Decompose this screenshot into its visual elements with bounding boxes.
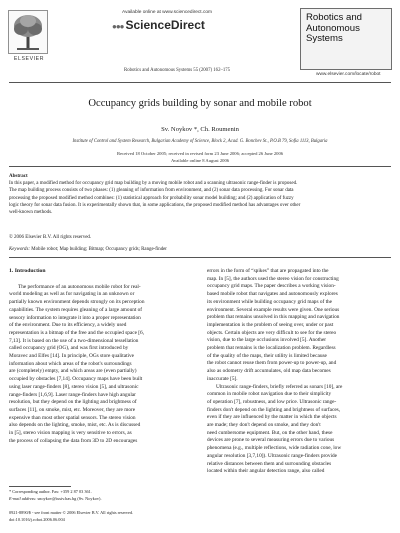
body-text-line: the robot cannot reuse them from power-up to power-up, and <box>207 360 337 367</box>
body-text-line: occupied by obstacles [7,14]. Occupancy maps have been built <box>9 376 143 383</box>
journal-title-box <box>300 8 392 70</box>
intro-paragraph <box>207 384 391 476</box>
body-text-line: vision, due to the large occlusions involved [5]. Another <box>207 337 327 344</box>
body-text-line: are (completely) empty, and which areas are (even partially) <box>9 368 137 375</box>
body-text-line: relative distances between them and surrounding obstacles <box>207 460 332 467</box>
email-label: E-mail address: <box>9 496 37 501</box>
journal-header <box>0 4 400 76</box>
abstract-line: The map building process consists of two phases: (1) gleaning of information from environment, and (2) sonar data processing. For sonar data <box>9 188 294 194</box>
body-text-line: resolution, but they depend on the lighting and brightness of <box>9 399 137 406</box>
abstract-top-divider <box>9 166 391 167</box>
keywords-text: Mobile robot; Map building; Bitmap; Occupancy grids; Range-finder <box>31 247 167 252</box>
body-text-line: objects. Certain objects are very difficult to see for the stereo <box>207 329 337 336</box>
body-text-line: environment. Several example results were given. One serious <box>207 306 340 313</box>
body-text-line: implementation is the problem of seeing over, under or past <box>207 321 334 328</box>
body-column-left <box>9 268 193 445</box>
intro-paragraph-continued <box>207 268 391 384</box>
body-text-line: of operation [7], robustness, and low price. Ultrasonic range- <box>207 398 337 405</box>
body-text-line: need cumbersome equipment. But, on the other hand, these <box>207 429 333 436</box>
abstract-line: processing the proposed modified method combines: (1) statistical approach for probability sonar model building; and (2) application of fuzzy <box>9 195 294 201</box>
publisher-name: ELSEVIER <box>13 56 45 62</box>
body-text-line: sensory information to integrate it into a proper representation <box>9 314 141 321</box>
sciencedirect-dots-icon: ●●● <box>112 22 124 31</box>
header-divider <box>9 82 391 83</box>
body-text-line: based mobile robot that navigates and autonomously explores <box>207 291 338 298</box>
body-text-line: located within their angular detection range, also called <box>207 468 325 475</box>
body-text-line: are made; they don't depend on smoke, and they don't <box>207 422 321 429</box>
body-text-line: devices are prone to several measuring errors due to various <box>207 437 335 444</box>
body-text-line: its environment while building occupancy grid maps of the <box>207 298 333 305</box>
body-text-line: problem that remains unsolved in this mapping and navigation <box>207 314 340 321</box>
abstract-line: logic theory for sonar data fusion. It is experimentally shown that, in some applications, the proposed modified method has advantages over other <box>9 202 301 208</box>
abstract-line: In this paper, a modified method for occupancy grid map building by a moving mobile robot and a scanning ultrasonic range-finder is proposed. <box>9 181 298 187</box>
body-text-line: Ultrasonic range-finders, briefly referred as sonars [10], are <box>216 383 343 390</box>
available-online-notice: Available online at www.sciencedirect.com <box>122 10 213 15</box>
body-text-line: map. In [5], the authors used the stereo vision for constructing <box>207 275 339 282</box>
elsevier-tree-logo-icon <box>8 10 48 54</box>
sciencedirect-logo: ●●● ScienceDirect <box>112 18 205 32</box>
received-dates: Received 18 October 2005; received in revised form 23 June 2006; accepted 26 June 2006 <box>116 151 284 156</box>
body-text-line: even if they are influenced by the matter in which the objects <box>207 414 337 421</box>
body-column-right <box>207 268 391 476</box>
online-date: Available online 8 August 2006 <box>170 158 230 163</box>
body-text-line: surfaces [11], on smoke, mist, etc. Moreover, they are more <box>9 406 136 413</box>
abstract <box>9 173 391 216</box>
email-address: snoykov@iusiv.bas.bg (Sv. Noykov). <box>37 496 102 501</box>
abstract-label: Abstract <box>9 174 28 179</box>
section-heading: 1. Introduction <box>9 268 46 274</box>
author-affiliation: Institute of Control and System Research, Bulgarian Academy of Science, Block 2, Acad. G. Bonchev St., P.O.B 79, Sofia 1113, Bulgaria <box>72 139 328 144</box>
journal-url: www.elsevier.com/locate/robot <box>316 72 381 77</box>
body-text-line: information about which areas of the robot's surroundings <box>9 360 132 367</box>
abstract-copyright: © 2006 Elsevier B.V. All rights reserved. <box>9 235 92 240</box>
issn-note: 0921-8890/$ - see front matter © 2006 Elsevier B.V. All rights reserved. <box>9 510 134 515</box>
body-text-line: of the environment. Due to its efficiency, a widely used <box>9 322 127 329</box>
intro-paragraph <box>9 284 193 446</box>
body-text-line: Moravec and Elfes [14]. In principle, OGs store qualitative <box>9 353 135 360</box>
journal-name: Robotics and Autonomous Systems <box>306 12 362 44</box>
journal-reference: Robotics and Autonomous Systems 55 (2007) 162–175 <box>124 68 231 73</box>
body-text-line: in [5], stereo vision mapping is very sensitive to errors, as <box>9 430 132 437</box>
body-text-line: representation is a bitmap of the free and the occupied space [6, <box>9 329 145 336</box>
email-note <box>9 496 102 501</box>
body-text-line: phenomena (e.g., multiple reflections, wide radiation cone, low <box>207 445 342 452</box>
doi-note: doi:10.1016/j.robot.2006.06.004 <box>9 517 65 522</box>
keywords-divider <box>9 257 391 258</box>
body-text-line: the process of collapsing the data from 3D to 2D encourages <box>9 437 138 444</box>
body-text-line: finders don't depend on the lighting and brightness of surfaces, <box>207 406 341 413</box>
body-text-line: angular resolution [3,7,10]). Ultrasonic range-finders provide <box>207 452 338 459</box>
body-text-line: problem that remains is the localization problem. Regardless <box>207 345 336 352</box>
keywords-label: Keywords: <box>9 247 31 252</box>
body-text-line: capabilities. The system requires gleaning of a large amount of <box>9 306 143 313</box>
abstract-line: well-known methods. <box>9 210 53 216</box>
body-text-line: of the quality of the maps, their utility is limited because <box>207 352 327 359</box>
body-text-line: errors in the form of “spikes” that are propagated into the <box>207 268 329 274</box>
body-text-line: world modeling as well as for navigating in an unknown or <box>9 291 135 298</box>
article-authors: Sv. Noykov *, Ch. Roumenin <box>161 126 239 133</box>
keywords <box>9 247 167 252</box>
body-text-line: using laser range-finders [8], stereo vision [5], and ultrasonic <box>9 383 139 390</box>
body-text-line: also as odometry drift accumulates, old map data becomes <box>207 368 331 375</box>
body-text-line: partially known environment depends strongly on its perception <box>9 299 145 306</box>
footnote-divider <box>9 486 71 487</box>
body-text-line: also depends on the lighting, smoke, mist, etc. As is discussed <box>9 422 141 429</box>
body-text-line: expensive than most other spatial sensors. The stereo vision <box>9 414 136 421</box>
corresponding-author-note: * Corresponding author. Fax: +359 2 87 03 361. <box>9 489 92 494</box>
body-text-line: called occupancy grid (OG), and was first introduced by <box>9 345 129 352</box>
body-text-line: The performance of an autonomous mobile robot for real- <box>18 283 141 290</box>
body-text-line: inaccurate [5]. <box>207 375 238 382</box>
body-text-line: common in mobile robot navigation due to their simplicity <box>207 391 332 398</box>
body-text-line: range-finders [1,6,9]. Laser range-finders have high angular <box>9 391 136 398</box>
article-title: Occupancy grids building by sonar and mobile robot <box>88 98 312 109</box>
body-text-line: occupancy grid maps. The paper describes a working vision- <box>207 283 336 290</box>
body-text-line: 7,13]. It is based on the use of a two-dimensional tessellation <box>9 337 139 344</box>
